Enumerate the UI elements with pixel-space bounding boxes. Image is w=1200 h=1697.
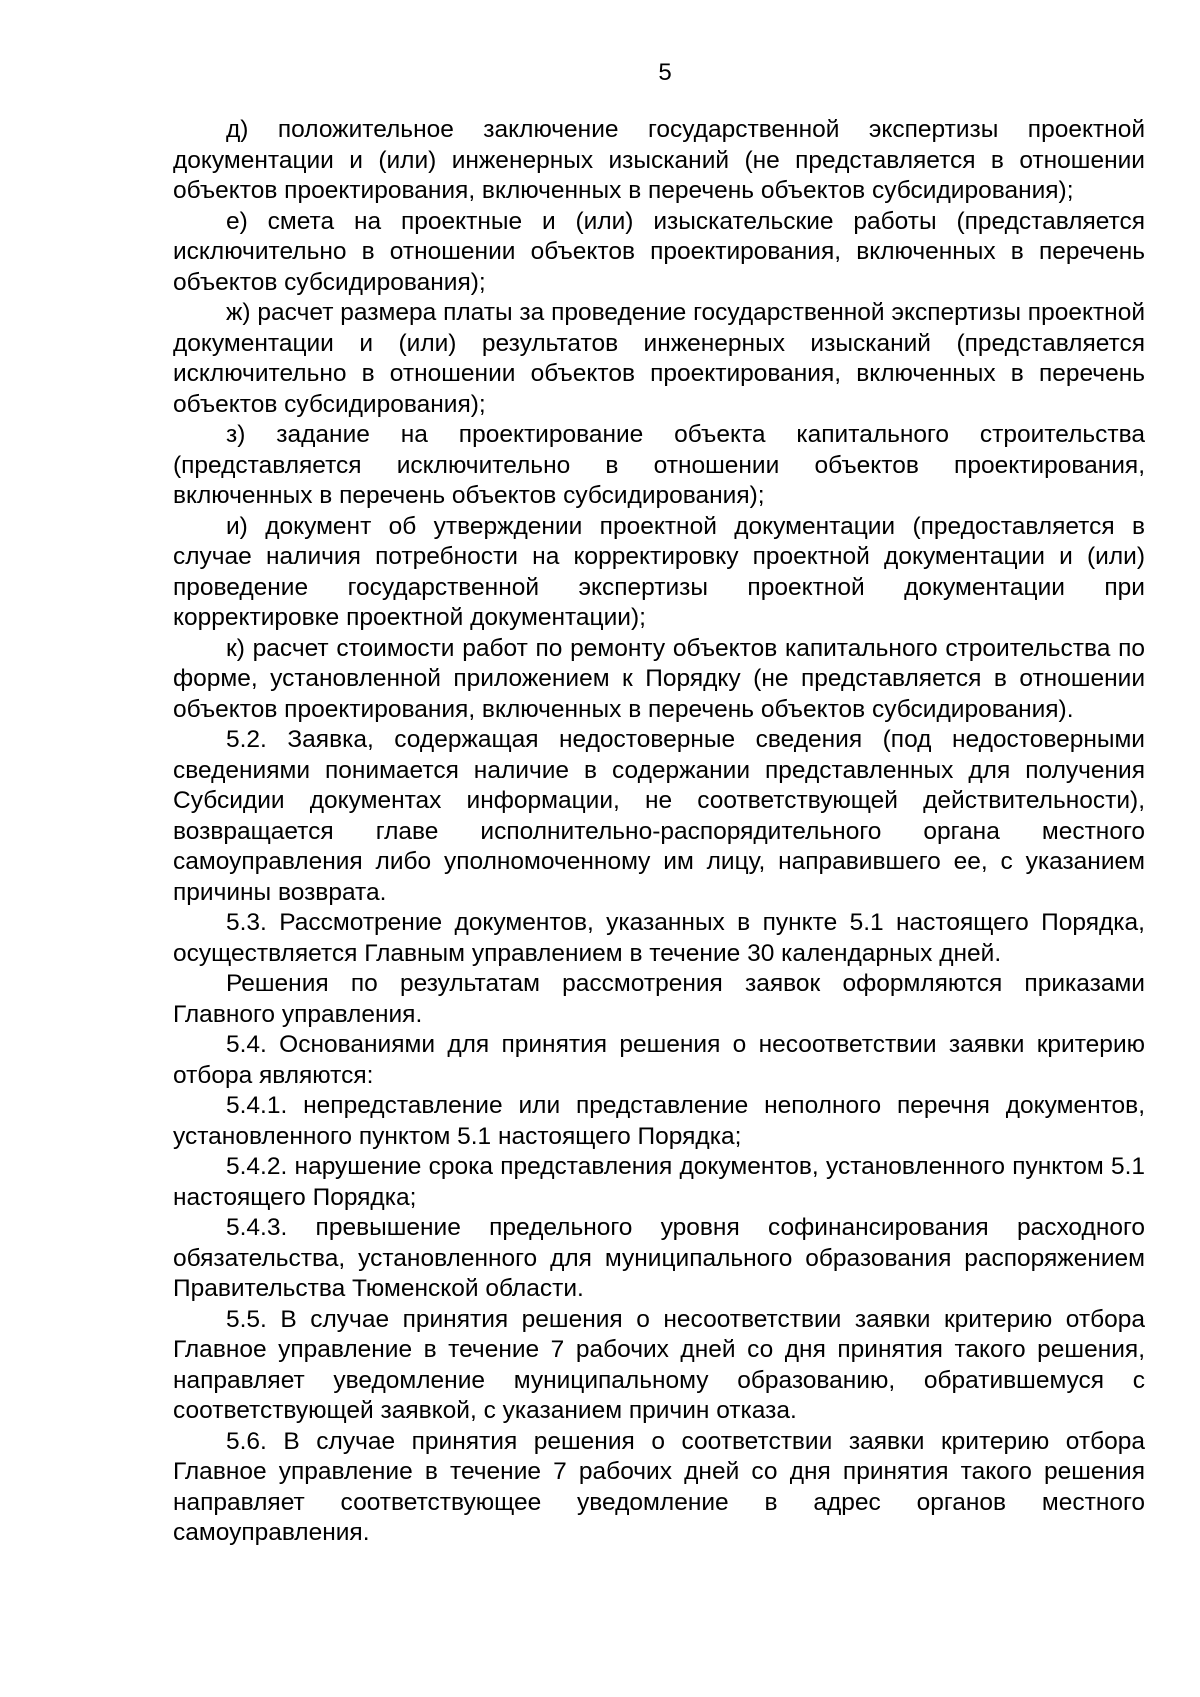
paragraph-5-4-2: 5.4.2. нарушение срока представления документов, установленного пунктом 5.1 настоящего Порядка;	[173, 1153, 1145, 1211]
document-body	[173, 115, 1145, 1549]
paragraph-5-6: 5.6. В случае принятия решения о соответствии заявки критерию отбора Главное управление в течение 7 рабочих дней со дня принятия такого решения направляет соответствующее уведомление в адрес органов местного самоуправления.	[173, 1427, 1145, 1546]
page-number: 5	[658, 59, 672, 86]
paragraph-zh: ж) расчет размера платы за проведение государственной экспертизы проектной документации и (или) результатов инженерных изысканий (представляется исключительно в отношении объектов проектирования, включенных в перечень объектов субсидирования);	[173, 299, 1145, 418]
paragraph-z: з) задание на проектирование объекта капитального строительства (представляется исключительно в отношении объектов проектирования, включенных в перечень объектов субсидирования);	[173, 421, 1145, 509]
paragraph-k: к) расчет стоимости работ по ремонту объектов капитального строительства по форме, установленной приложением к Порядку (не представляется в отношении объектов проектирования, включенных в перечень объектов субсидирования).	[173, 634, 1145, 723]
paragraph-5-2: 5.2. Заявка, содержащая недостоверные сведения (под недостоверными сведениями понимается наличие в содержании представленных для получения Субсидии документах информации, не соответствующей действительности), возвращается главе исполнительно-распорядительного органа местного самоуправления либо уполномоченному им лицу, направившего ее, с указанием причины возврата.	[173, 726, 1145, 906]
paragraph-5-3: 5.3. Рассмотрение документов, указанных в пункте 5.1 настоящего Порядка, осуществляется Главным управлением в течение 30 календарных дней.	[173, 909, 1145, 967]
paragraph-5-4-1: 5.4.1. непредставление или представление неполного перечня документов, установленного пунктом 5.1 настоящего Порядка;	[173, 1092, 1145, 1150]
paragraph-5-5: 5.5. В случае принятия решения о несоответствии заявки критерию отбора Главное управление в течение 7 рабочих дней со дня принятия такого решения, направляет уведомление муниципальному образованию, обратившемуся с соответствующей заявкой, с указанием причин отказа.	[173, 1305, 1145, 1424]
paragraph-5-4-3: 5.4.3. превышение предельного уровня софинансирования расходного обязательства, установленного для муниципального образования распоряжением Правительства Тюменской области.	[173, 1214, 1145, 1302]
paragraph-d: д) положительное заключение государственной экспертизы проектной документации и (или) инженерных изысканий (не представляется в отношении объектов проектирования, включенных в перечень объектов субсидирования);	[173, 116, 1145, 204]
paragraph-e: е) смета на проектные и (или) изыскательские работы (представляется исключительно в отношении объектов проектирования, включенных в перечень объектов субсидирования);	[173, 207, 1145, 296]
paragraph-i: и) документ об утверждении проектной документации (предоставляется в случае наличия потребности на корректировку проектной документации и (или) проведение государственной экспертизы проектной документации при корректировке проектной документации);	[173, 512, 1145, 631]
paragraph-5-3-decisions: Решения по результатам рассмотрения заявок оформляются приказами Главного управления.	[173, 970, 1145, 1028]
paragraph-5-4: 5.4. Основаниями для принятия решения о несоответствии заявки критерию отбора являются:	[173, 1031, 1145, 1089]
